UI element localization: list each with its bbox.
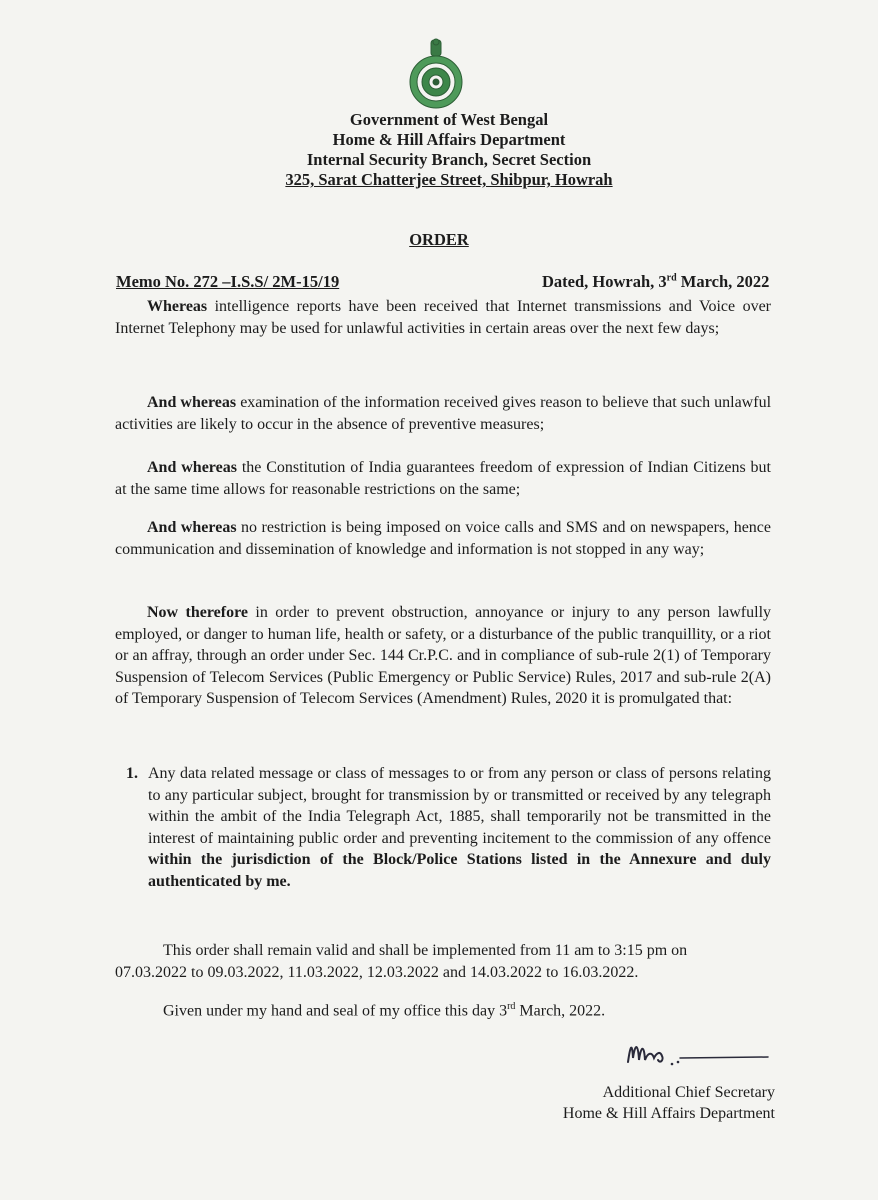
branch-name: Internal Security Branch, Secret Section [306, 150, 592, 169]
signatory-department: Home & Hill Affairs Department [562, 1105, 775, 1122]
order-clause-1 [126, 763, 771, 892]
paragraph-now-therefore: Now therefore in order to prevent obstruction, annoyance or injury to any person lawfully employed, or danger to human life, health or safety, or a disturbance of the public tranquillity, or a riot or an affray, through an order under Sec. 144 Cr.P.C. and in compliance of sub-rule 2(1) of Temporary Suspension of Telecom Services (Public Emergency or Public Service) Rules, 2017 and sub-rule 2(A) of Temporary Suspension of Telecom Services (Amendment) Rules, 2020 it is promulgated that: [115, 604, 772, 707]
memo-number: Memo No. 272 –I.S.S/ 2M-15/19 [116, 272, 340, 291]
order-date: Dated, Howrah, 3rd March, 2022 [542, 272, 770, 291]
signatory-block [535, 1082, 775, 1124]
clause-text: Any data related message or class of messages to or from any person or class of persons relating to any particular subject, brought for transmission by or transmitted or received by any telegraph within the ambit of the India Telegraph Act, 1885, shall temporarily not be transmitted in the interest of maintaining public order and preventing incitement to the commission of any offence within the jurisdiction of the Block/Police Stations listed in the Annexure and duly authenticated by me. [148, 765, 771, 890]
paragraph-whereas-3: And whereas the Constitution of India guarantees freedom of expression of Indian Citizens but at the same time allows for reasonable restrictions on the same; [115, 459, 771, 498]
signature [622, 1030, 772, 1080]
paragraph-whereas-1: Whereas intelligence reports have been received that Internet transmissions and Voice over Internet Telephony may be used for unlawful activities in certain areas over the next few days; [115, 298, 771, 337]
signatory-designation: Additional Chief Secretary [602, 1084, 775, 1101]
validity-statement: This order shall remain valid and shall be implemented from 11 am to 3:15 pm on 07.03.2022 to 09.03.2022, 11.03.2022, 12.03.2022 and 14.03.2022 to 16.03.2022. [115, 942, 688, 981]
order-title: ORDER [409, 230, 469, 249]
department-name: Home & Hill Affairs Department [332, 130, 566, 149]
paragraph-whereas-2: And whereas examination of the information received gives reason to believe that such unlawful activities are likely to occur in the absence of preventive measures; [115, 394, 772, 433]
letterhead [0, 110, 878, 190]
state-emblem-logo [405, 38, 467, 110]
clause-number: 1. [126, 765, 138, 782]
office-address: 325, Sarat Chatterjee Street, Shibpur, Howrah [285, 170, 613, 189]
paragraph-whereas-4: And whereas no restriction is being imposed on voice calls and SMS and on newspapers, hence communication and dissemination of knowledge and information is not stopped in any way; [115, 519, 771, 558]
given-under-hand: Given under my hand and seal of my office this day 3rd March, 2022. [163, 1001, 606, 1020]
government-name: Government of West Bengal [349, 110, 549, 129]
